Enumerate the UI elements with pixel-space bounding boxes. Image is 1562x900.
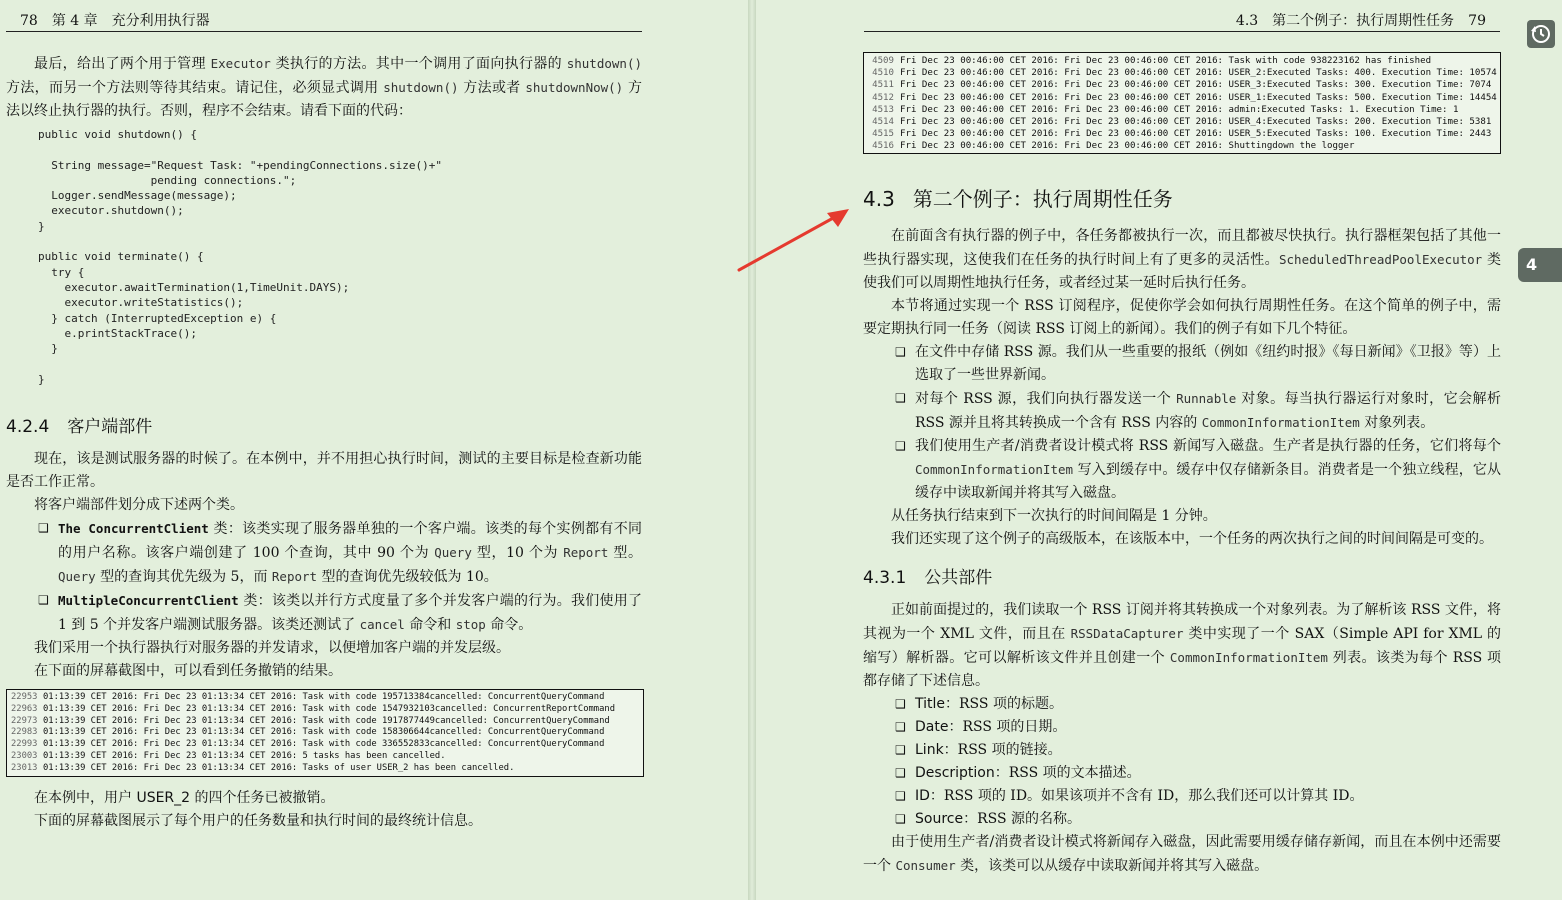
field-name: Description <box>915 765 995 781</box>
list-item <box>895 808 1501 831</box>
field-description: ：RSS 项的日期。 <box>948 719 1067 735</box>
line-number: 4513 <box>872 104 894 115</box>
feature-list <box>895 341 1501 505</box>
list-item: ❑ 在文件中存储 RSS 源。我们从一些重要的报纸（例如《纽约时报》《每日新闻》《卫报》等）上选取了一些世界新闻。 <box>895 341 1501 387</box>
field-description: ：RSS 项的文本描述。 <box>994 765 1141 781</box>
field-name: ID <box>915 788 930 804</box>
screenshot-line <box>11 704 639 716</box>
screenshot-line <box>868 116 1496 128</box>
field-description: ：RSS 项的标题。 <box>945 696 1063 712</box>
chapter-tab[interactable] <box>1518 248 1562 282</box>
line-text: Fri Dec 23 00:46:00 CET 2016: Fri Dec 23 00:46:00 CET 2016: USER_5:Executed Tasks: 100. Execution Time: 2443 <box>900 129 1492 140</box>
line-text: 01:13:39 CET 2016: Fri Dec 23 01:13:34 CET 2016: Task with code 195713384cancelled: ConcurrentQueryCommand <box>43 692 605 702</box>
paragraph: 我们还实现了这个例子的高级版本，在该版本中，一个任务的两次执行之间的时间间隔是可变的。 <box>891 531 1493 547</box>
list-item <box>895 785 1501 808</box>
periodic-section-text <box>863 225 1501 551</box>
client-class-list <box>38 517 642 637</box>
intro-paragraph: 最后，给出了两个用于管理 Executor 类执行的方法。其中一个调用了面向执行器的 shutdown() 方法，而另一个方法则等待其结束。请记住，必须显式调用 shutdown() 方法或者 shutdownNow() 方法以终止执行器的执行。否则，程序不会结束。请看下面的代码： <box>6 56 642 119</box>
left-page-header <box>6 10 642 32</box>
screenshot-line <box>11 751 639 763</box>
line-text: 01:13:39 CET 2016: Fri Dec 23 01:13:34 CET 2016: Task with code 1917877449cancelled: ConcurrentQueryCommand <box>43 715 610 726</box>
screenshot-line <box>868 128 1496 140</box>
line-text: 01:13:39 CET 2016: Fri Dec 23 01:13:34 CET 2016: Task with code 336552833cancelled: ConcurrentQueryCommand <box>43 739 605 750</box>
line-number: 4511 <box>872 80 894 91</box>
left-chapter-title: 第 4 章 充分利用执行器 <box>51 13 210 29</box>
right-page-number: 79 <box>1468 13 1486 29</box>
line-number: 22973 <box>11 715 38 726</box>
line-text: Fri Dec 23 00:46:00 CET 2016: Fri Dec 23 00:46:00 CET 2016: Shuttingdown the logger <box>900 141 1355 152</box>
paragraph: 本节将通过实现一个 RSS 订阅程序，促使你学会如何执行周期性任务。在这个简单的例子中，需要定期执行同一任务（阅读 RSS 订阅上的新闻）。我们的例子有如下几个特征。 <box>863 298 1501 337</box>
screenshot-line <box>11 763 639 775</box>
paragraph: 正如前面提过的，我们读取一个 RSS 订阅并将其转换成一个对象列表。为了解析该 RSS 文件，将其视为一个 XML 文件，而且在 RSSDataCapturer 类中实现了一个 SAX（Simple API for XML 的缩写）解析器。它可以解析该文件并且创建一个 CommonInformationItem 列表。该类为每个 RSS 项都存储了下述信息。 <box>863 602 1502 689</box>
line-text: Fri Dec 23 00:46:00 CET 2016: Fri Dec 23 00:46:00 CET 2016: USER_4:Executed Tasks: 200. Execution Time: 5381 <box>900 117 1492 128</box>
paragraph: 在前面含有执行器的例子中，各任务都被执行一次，而且都被尽快执行。执行器框架包括了其他一些执行器实现，这使我们在任务的执行时间上有了更多的灵活性。ScheduledThreadPoolExecutor 类使我们可以周期性地执行任务，或者经过某一延时后执行任务。 <box>863 228 1501 291</box>
field-name: Link <box>915 742 944 758</box>
line-number: 4510 <box>872 68 894 79</box>
line-text: 01:13:39 CET 2016: Fri Dec 23 01:13:34 CET 2016: Task with code 1547932103cancelled: ConcurrentReportCommand <box>43 703 615 714</box>
code-block: public void shutdown() { String message="Request Task: "+pendingConnections.size()+" pending connections."; Logger.sendMessage(message); executor.shutdown(); } public void terminate() { try { executor.awaitTermination(1,TimeUnit.DAYS); executor.writeStatistics(); } catch (InterruptedException e) { e.printStackTrace(); } } <box>38 128 442 386</box>
line-text: 01:13:39 CET 2016: Fri Dec 23 01:13:34 CET 2016: 5 tasks has been cancelled. <box>43 750 446 761</box>
list-item <box>895 716 1501 739</box>
screenshot-line <box>11 739 639 751</box>
closing-text <box>6 787 642 833</box>
line-number: 22963 <box>11 703 38 714</box>
screenshot-line <box>11 716 639 728</box>
right-header-title: 4.3 第二个例子：执行周期性任务 <box>1235 13 1455 29</box>
field-name: Date <box>915 719 949 735</box>
line-text: 01:13:39 CET 2016: Fri Dec 23 01:13:34 CET 2016: Tasks of user USER_2 has been cancelled. <box>43 762 515 773</box>
list-item: ❑ The ConcurrentClient 类：该类实现了服务器单独的一个客户端。该类的每个实例都有不同的用户名称。该客户端创建了 100 个查询，其中 90 个为 Query 型，10 个为 Report 型。Query 型的查询其优先级为 5，而 Report 型的查询优先级较低为 10。 <box>38 517 642 589</box>
client-section-text <box>6 448 642 683</box>
line-text: Fri Dec 23 00:46:00 CET 2016: Fri Dec 23 00:46:00 CET 2016: USER_1:Executed Tasks: 500. Execution Time: 14454 <box>900 92 1497 103</box>
section-heading-4-3: 4.3 第二个例子：执行周期性任务 <box>863 187 1173 211</box>
paragraph: 将客户端部件划分成下述两个类。 <box>34 497 244 513</box>
list-item <box>895 739 1501 762</box>
line-number: 23013 <box>11 762 38 773</box>
screenshot-line <box>11 692 639 704</box>
line-number: 22953 <box>11 692 38 702</box>
line-number: 4514 <box>872 117 894 128</box>
paragraph: 我们采用一个执行器执行对服务器的并发请求，以便增加客户端的并发层级。 <box>34 640 510 656</box>
line-number: 4516 <box>872 141 894 152</box>
line-number: 22993 <box>11 739 38 750</box>
left-intro <box>6 52 642 123</box>
rss-fields-list <box>895 693 1501 831</box>
field-name: Title <box>915 696 946 712</box>
list-item: ❑ 对每个 RSS 源，我们向执行器发送一个 Runnable 对象。每当执行器运行对象时，它会解析 RSS 源并且将其转换成一个含有 RSS 内容的 CommonInformationItem 对象列表。 <box>895 387 1501 435</box>
paragraph: 从任务执行结束到下一次执行的时间间隔是 1 分钟。 <box>891 508 1217 524</box>
left-page <box>0 0 748 900</box>
line-number: 4515 <box>872 129 894 140</box>
left-page-number: 78 <box>20 13 38 29</box>
list-item <box>895 693 1501 716</box>
list-item: ❑ 我们使用生产者/消费者设计模式将 RSS 新闻写入磁盘。生产者是执行器的任务，它们将每个 CommonInformationItem 写入到缓存中。缓存中仅存储新条目。消费者是一个独立线程，它从缓存中读取新闻并将其写入磁盘。 <box>895 435 1501 505</box>
screenshot-line <box>868 67 1496 79</box>
line-number: 4512 <box>872 92 894 103</box>
line-text: Fri Dec 23 00:46:00 CET 2016: Fri Dec 23 00:46:00 CET 2016: USER_2:Executed Tasks: 400. Execution Time: 10574 <box>900 68 1497 79</box>
right-page-header <box>864 10 1500 32</box>
book-gutter <box>748 0 756 900</box>
paragraph: 在本例中，用户 USER_2 的四个任务已被撤销。 <box>34 790 335 806</box>
common-parts-text <box>863 599 1501 878</box>
field-description: ：RSS 项的 ID。如果该项并不含有 ID，那么我们还可以计算其 ID。 <box>929 788 1364 804</box>
paragraph: 现在，该是测试服务器的时候了。在本例中，并不用担心执行时间，测试的主要目标是检查新功能是否工作正常。 <box>6 451 642 490</box>
history-button[interactable] <box>1527 20 1555 48</box>
section-heading-4-3-1: 4.3.1 公共部件 <box>863 568 993 588</box>
screenshot-line <box>868 79 1496 91</box>
line-number: 23003 <box>11 750 38 761</box>
list-item: ❑ MultipleConcurrentClient 类：该类以并行方式度量了多个并发客户端的行为。我们使用了 1 到 5 个并发客户端测试服务器。该类还测试了 cancel 命令和 stop 命令。 <box>38 589 642 637</box>
field-description: ：RSS 项的链接。 <box>943 742 1062 758</box>
statistics-screenshot <box>863 52 1501 154</box>
screenshot-line <box>868 92 1496 104</box>
line-text: Fri Dec 23 00:46:00 CET 2016: Fri Dec 23 00:46:00 CET 2016: USER_3:Executed Tasks: 300. Execution Time: 7074 <box>900 80 1492 91</box>
field-description: ：RSS 源的名称。 <box>963 811 1082 827</box>
right-page <box>756 0 1562 900</box>
screenshot-line <box>868 104 1496 116</box>
line-text: Fri Dec 23 00:46:00 CET 2016: Fri Dec 23 00:46:00 CET 2016: admin:Executed Tasks: 1. Execution Time: 1 <box>900 104 1459 115</box>
line-text: 01:13:39 CET 2016: Fri Dec 23 01:13:34 CET 2016: Task with code 158306644cancelled: ConcurrentQueryCommand <box>43 727 605 738</box>
paragraph: 由于使用生产者/消费者设计模式将新闻存入磁盘，因此需要用缓存储存新闻，而且在本例中还需要一个 Consumer 类，该类可以从缓存中读取新闻并将其写入磁盘。 <box>863 834 1501 874</box>
clock-history-icon <box>1527 20 1555 48</box>
screenshot-line <box>868 140 1496 152</box>
paragraph: 下面的屏幕截图展示了每个用户的任务数量和执行时间的最终统计信息。 <box>34 813 482 829</box>
line-number: 22983 <box>11 727 38 738</box>
red-arrow-annotation <box>735 205 855 275</box>
chapter-tab-label: 4 <box>1526 255 1538 274</box>
paragraph: 在下面的屏幕截图中，可以看到任务撤销的结果。 <box>34 663 342 679</box>
screenshot-line <box>868 55 1496 67</box>
list-item <box>895 762 1501 785</box>
cancellation-screenshot <box>6 689 644 777</box>
line-text: Fri Dec 23 00:46:00 CET 2016: Fri Dec 23 00:46:00 CET 2016: Task with code 938223162 has finished <box>900 56 1432 66</box>
section-heading-4-2-4: 4.2.4 客户端部件 <box>6 417 153 437</box>
line-number: 4509 <box>872 56 894 66</box>
field-name: Source <box>915 811 964 827</box>
screenshot-line <box>11 727 639 739</box>
